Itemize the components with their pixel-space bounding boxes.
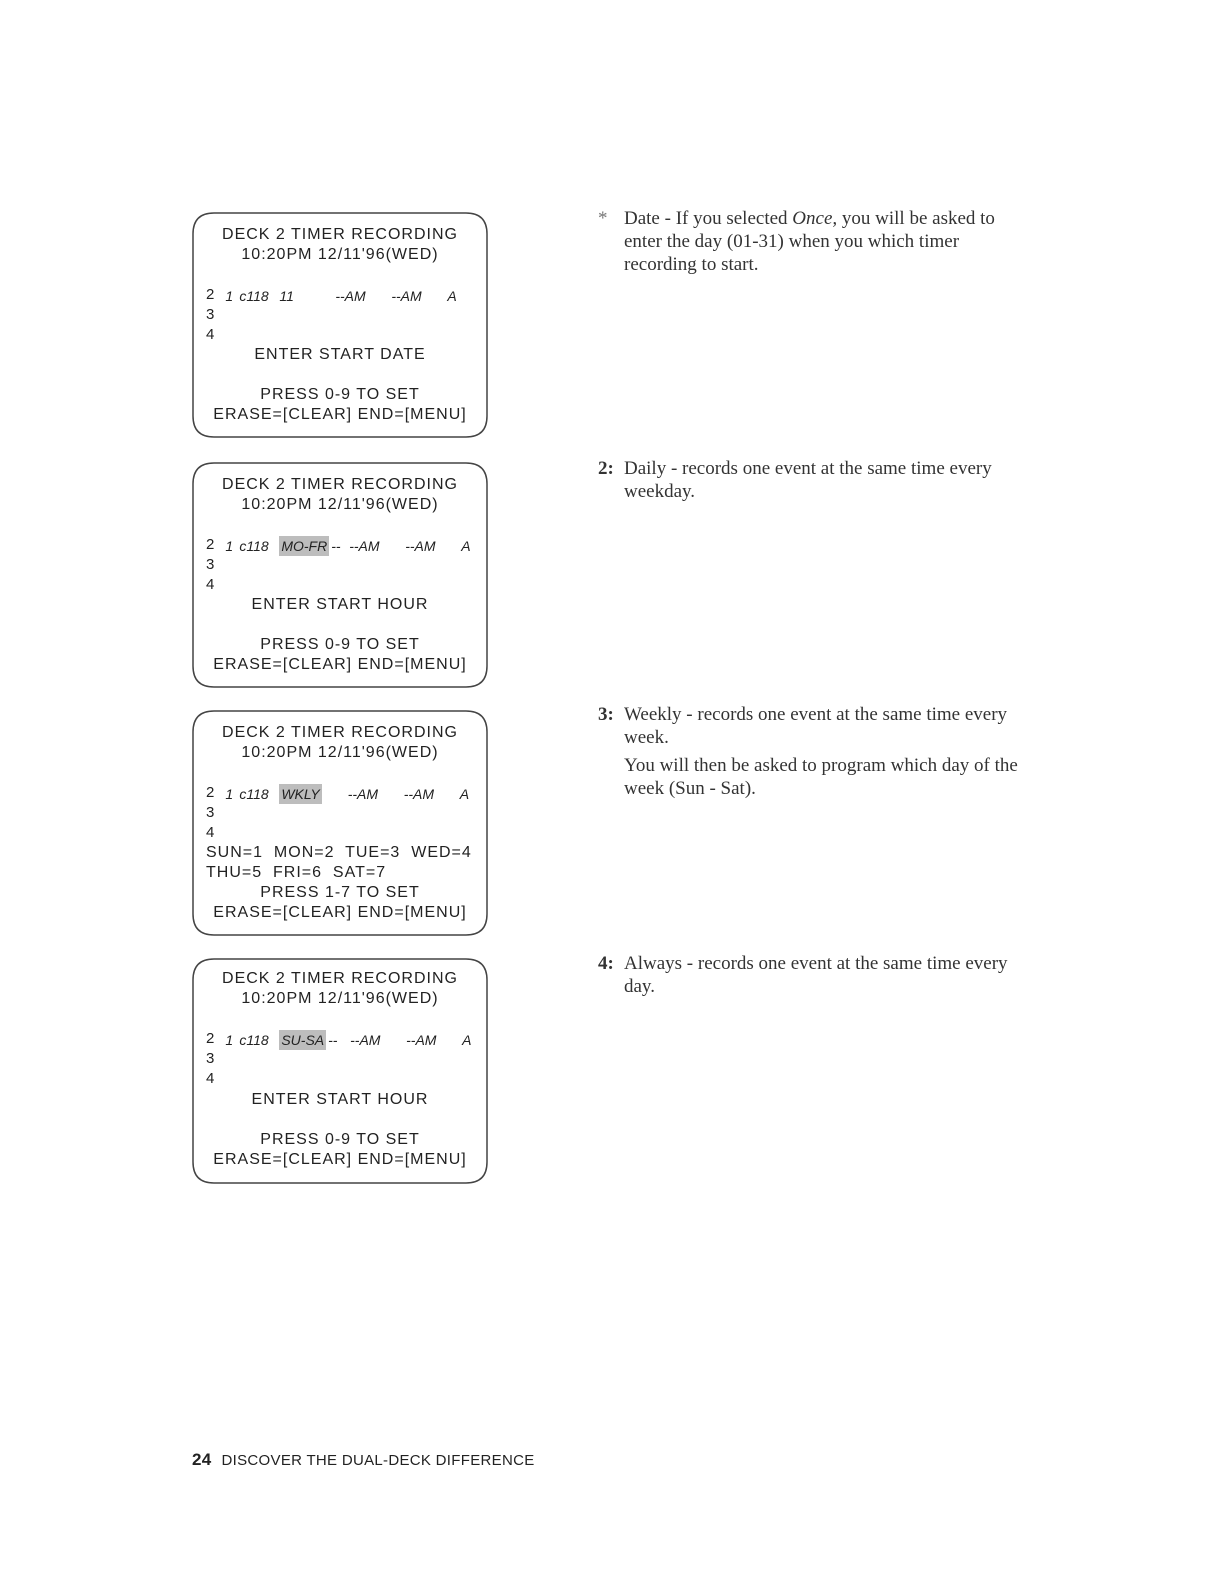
description-always	[598, 952, 1018, 1003]
screen-erase: ERASE=[CLEAR] END=[MENU]	[213, 904, 467, 921]
description-marker: *	[598, 208, 608, 229]
description-marker: 4:	[598, 953, 614, 974]
screen-press: PRESS 0-9 TO SET	[260, 636, 420, 653]
row-start: --AM	[335, 288, 366, 304]
row-start: --AM	[347, 786, 379, 802]
row-day: 11	[279, 288, 294, 304]
description-text: Always - records one event at the same time every day.	[624, 953, 1008, 997]
row-number: 1	[225, 288, 234, 304]
row-dash: --	[328, 1032, 338, 1048]
timer-row-4: 4	[206, 1070, 216, 1087]
footer-title: DISCOVER THE DUAL-DECK DIFFERENCE	[221, 1452, 535, 1469]
row-channel: c118	[239, 538, 269, 554]
description-text: Weekly - records one event at the same time every week.	[624, 704, 1008, 748]
description-date	[598, 207, 1018, 281]
screen-datetime: 10:20PM 12/11'96(WED)	[241, 246, 439, 263]
tv-screen-weekly	[192, 710, 488, 936]
screen-datetime: 10:20PM 12/11'96(WED)	[241, 744, 439, 761]
timer-row-2: 2	[206, 286, 216, 303]
page-footer	[192, 1450, 535, 1470]
screen-prompt: ENTER START HOUR	[251, 1091, 429, 1108]
timer-row-1	[202, 764, 469, 824]
description-weekly	[598, 703, 1018, 805]
screen-press: PRESS 0-9 TO SET	[260, 1131, 420, 1148]
timer-row-1	[202, 1010, 471, 1070]
row-speed: A	[461, 538, 471, 554]
row-start: --AM	[350, 1032, 381, 1048]
description-text-2: You will then be asked to program which day of the week (Sun - Sat).	[624, 755, 1018, 799]
description-emphasis: Once,	[792, 208, 838, 229]
screen-title: DECK 2 TIMER RECORDING	[222, 724, 458, 741]
row-end: --AM	[406, 1032, 437, 1048]
description-marker: 2:	[598, 458, 614, 479]
row-speed: A	[462, 1032, 472, 1048]
row-channel: c118	[239, 1032, 269, 1048]
row-day-highlight: MO-FR	[281, 538, 328, 554]
timer-row-3: 3	[206, 306, 216, 323]
screen-erase: ERASE=[CLEAR] END=[MENU]	[213, 406, 467, 423]
description-marker: 3:	[598, 704, 614, 725]
row-number: 1	[225, 1032, 234, 1048]
screen-title: DECK 2 TIMER RECORDING	[222, 476, 458, 493]
timer-row-2: 2	[206, 784, 216, 801]
description-text	[624, 207, 1018, 276]
tv-screen-daily	[192, 462, 488, 688]
screen-datetime: 10:20PM 12/11'96(WED)	[241, 496, 439, 513]
timer-row-3: 3	[206, 1050, 216, 1067]
screen-erase: ERASE=[CLEAR] END=[MENU]	[213, 656, 467, 673]
timer-row-3: 3	[206, 804, 216, 821]
row-start: --AM	[349, 538, 380, 554]
row-number: 1	[225, 786, 234, 802]
timer-row-4: 4	[206, 326, 216, 343]
tv-screen-start-date	[192, 212, 488, 438]
row-channel: c118	[239, 786, 269, 802]
description-text-start: Date - If you selected	[624, 208, 793, 229]
timer-row-1	[202, 266, 457, 326]
screen-press: PRESS 0-9 TO SET	[260, 386, 420, 403]
row-end: --AM	[405, 538, 436, 554]
timer-row-3: 3	[206, 556, 216, 573]
row-end: --AM	[391, 288, 422, 304]
screen-erase: ERASE=[CLEAR] END=[MENU]	[213, 1151, 467, 1168]
day-codes-line-1: SUN=1 MON=2 TUE=3 WED=4	[206, 844, 472, 861]
row-dash: --	[331, 538, 341, 554]
description-text-end: you will be asked to enter the day (01-31) when you which timer recording to start.	[624, 208, 995, 275]
row-speed: A	[459, 786, 470, 802]
tv-screen-always	[192, 958, 488, 1184]
row-end: --AM	[403, 786, 435, 802]
timer-row-2: 2	[206, 536, 216, 553]
timer-row-4: 4	[206, 576, 216, 593]
screen-prompt: ENTER START DATE	[254, 346, 426, 363]
page-number: 24	[192, 1450, 212, 1469]
screen-prompt: ENTER START HOUR	[251, 596, 429, 613]
description-text: Daily - records one event at the same time every weekday.	[624, 458, 992, 502]
screen-press: PRESS 1-7 TO SET	[260, 884, 420, 901]
row-day-highlight: WKLY	[281, 786, 320, 802]
description-daily	[598, 457, 1018, 508]
timer-row-4: 4	[206, 824, 216, 841]
screen-datetime: 10:20PM 12/11'96(WED)	[241, 990, 439, 1007]
row-day-highlight: SU-SA	[281, 1032, 325, 1048]
timer-row-2: 2	[206, 1030, 216, 1047]
day-codes-line-2: THU=5 FRI=6 SAT=7	[206, 864, 387, 881]
screen-title: DECK 2 TIMER RECORDING	[222, 226, 458, 243]
screen-title: DECK 2 TIMER RECORDING	[222, 970, 458, 987]
row-channel: c118	[239, 288, 269, 304]
timer-row-1	[202, 516, 471, 576]
row-number: 1	[225, 538, 234, 554]
row-speed: A	[447, 288, 457, 304]
